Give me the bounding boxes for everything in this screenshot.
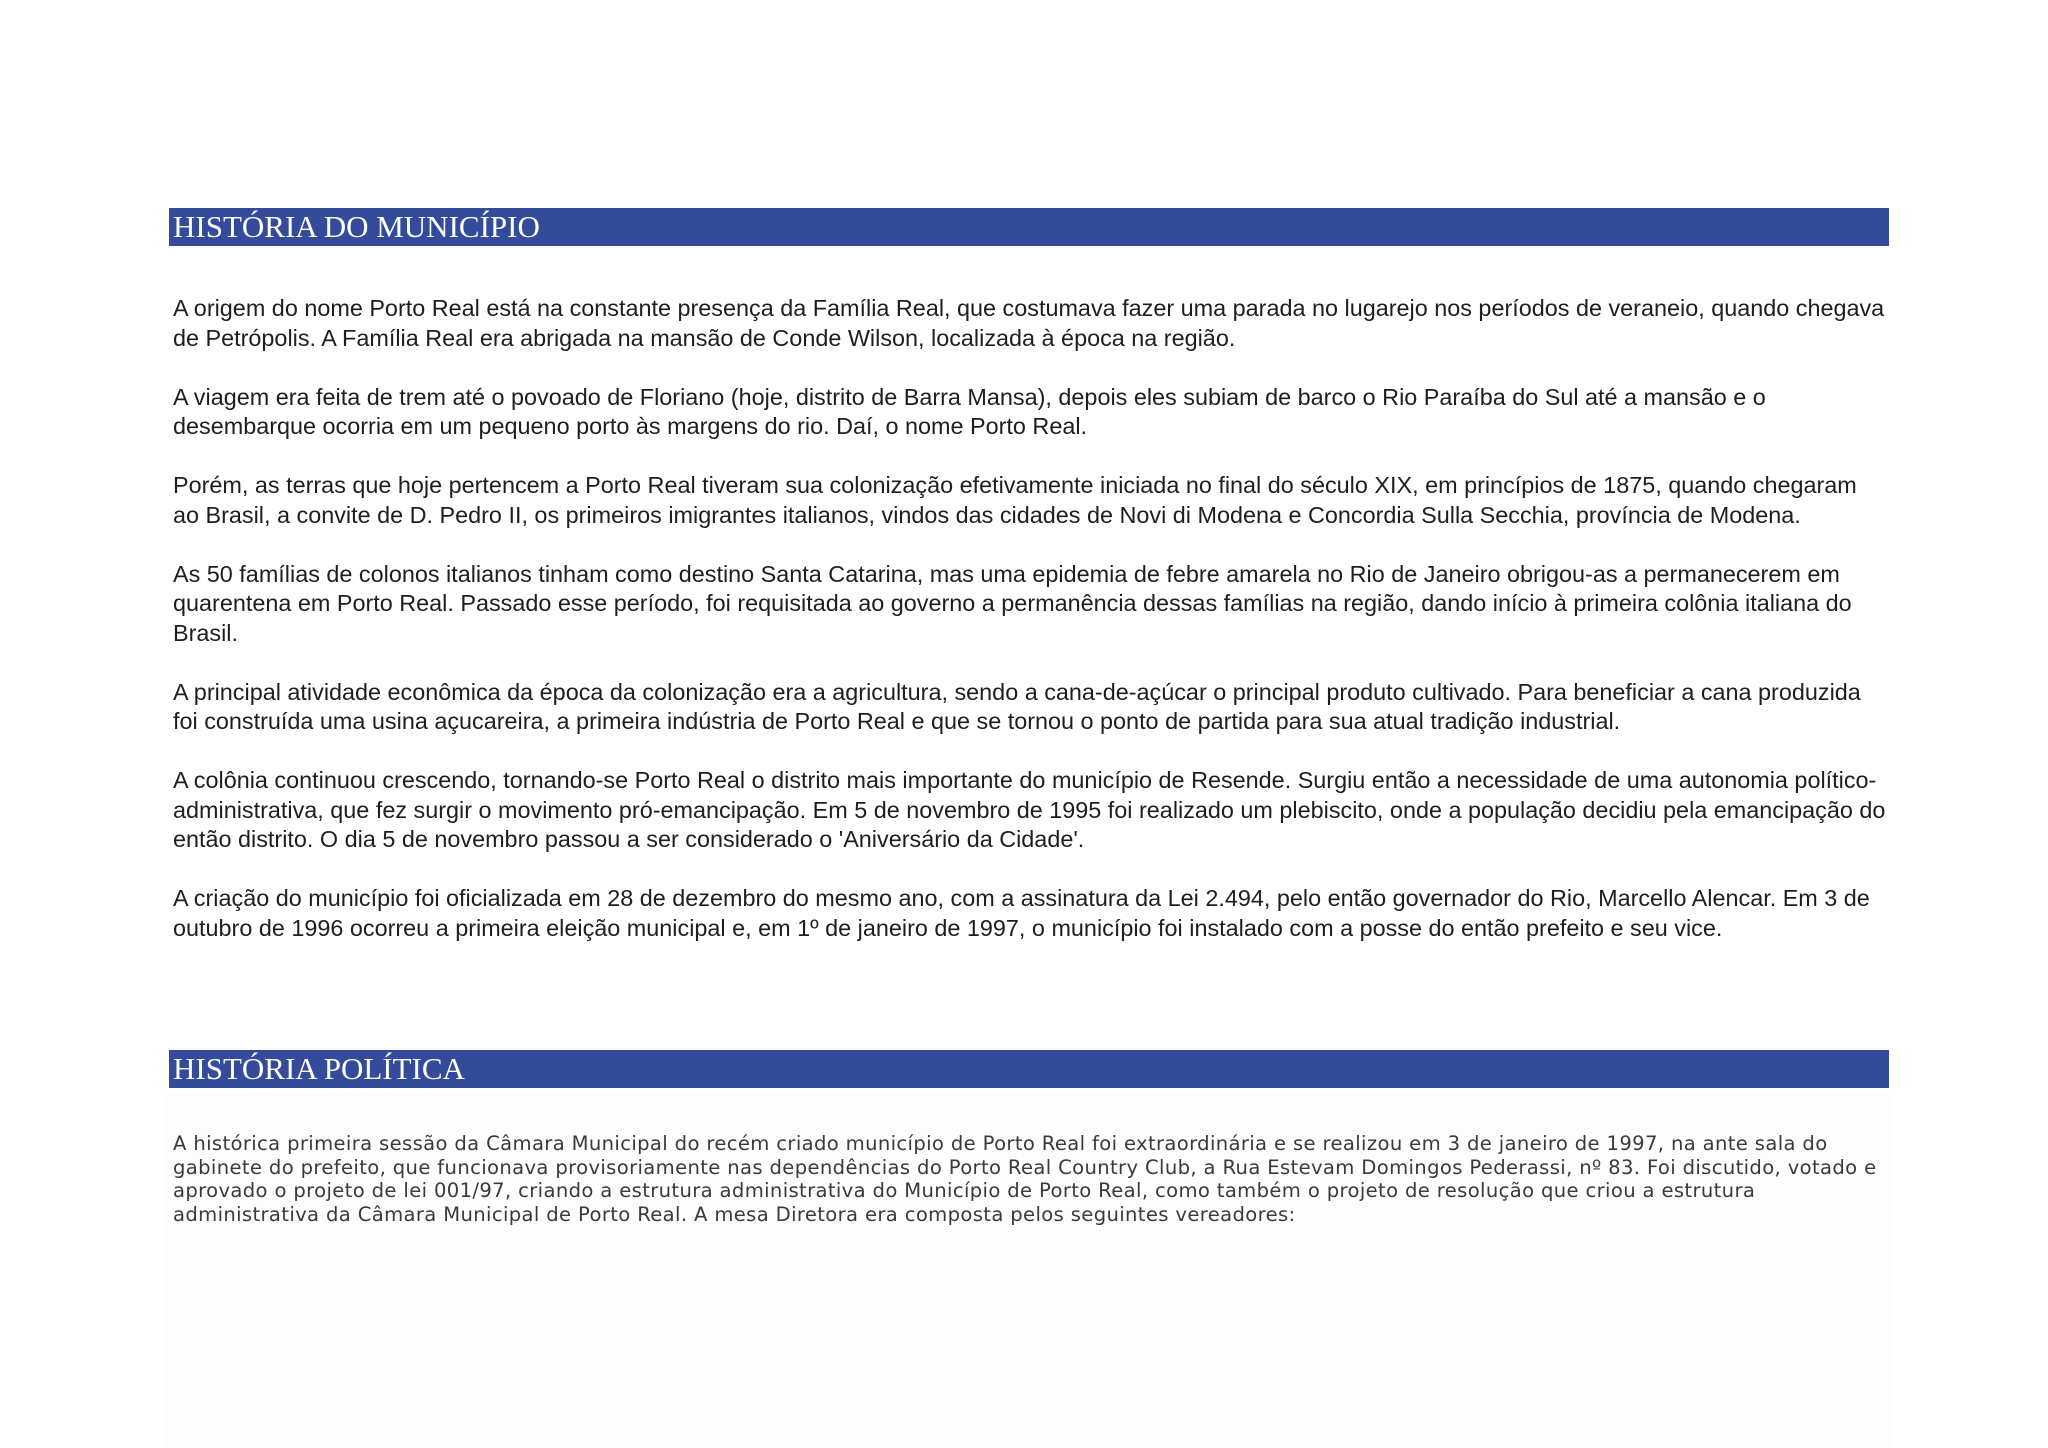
paragraph: A histórica primeira sessão da Câmara Municipal do recém criado município de Porto Real foi extraordinária e se realizou em 3 de janeiro de 1997, na ante sala do gabinete do prefeito, que funcionava provisoriamente nas dependências do Porto Real Country Club, a Rua Estevam Domingos Pederassi, nº 83. Foi discutido, votado e aprovado o projeto de lei 001/97, criando a estrutura administrativa do Município de Porto Real, como também o projeto de resolução que criou a estrutura administrativa da Câmara Municipal de Porto Real. A mesa Diretora era composta pelos seguintes vereadores: — [173, 1132, 1877, 1226]
historia-politica-body — [173, 1132, 1889, 1226]
paragraph: Porém, as terras que hoje pertencem a Porto Real tiveram sua colonização efetivamente iniciada no final do século XIX, em princípios de 1875, quando chegaram ao Brasil, a convite de D. Pedro II, os primeiros imigrantes italianos, vindos das cidades de Novi di Modena e Concordia Sulla Secchia, província de Modena. — [173, 472, 1857, 528]
paragraph: A origem do nome Porto Real está na constante presença da Família Real, que costumava fazer uma parada no lugarejo nos períodos de veraneio, quando chegava de Petrópolis. A Família Real era abrigada na mansão de Conde Wilson, localizada à época na região. — [173, 295, 1885, 351]
section-header-historia-politica: HISTÓRIA POLÍTICA — [169, 1050, 1889, 1088]
paragraph: A viagem era feita de trem até o povoado de Floriano (hoje, distrito de Barra Mansa), depois eles subiam de barco o Rio Paraíba do Sul até a mansão e o desembarque ocorria em um pequeno porto às margens do rio. Daí, o nome Porto Real. — [173, 383, 1766, 439]
paragraph: A colônia continuou crescendo, tornando-se Porto Real o distrito mais importante do município de Resende. Surgiu então a necessidade de uma autonomia político-administrativa, que fez surgir o movimento pró-emancipação. Em 5 de novembro de 1995 foi realizado um plebiscito, onde a população decidiu pela emancipação do então distrito. O dia 5 de novembro passou a ser considerado o 'Aniversário da Cidade'. — [173, 767, 1886, 852]
paragraph: As 50 famílias de colonos italianos tinham como destino Santa Catarina, mas uma epidemia de febre amarela no Rio de Janeiro obrigou-as a permanecerem em quarentena em Porto Real. Passado esse período, foi requisitada ao governo a permanência dessas famílias na região, dando início à primeira colônia italiana do Brasil. — [173, 560, 1852, 646]
paragraph: A criação do município foi oficializada em 28 de dezembro do mesmo ano, com a assinatura da Lei 2.494, pelo então governador do Rio, Marcello Alencar. Em 3 de outubro de 1996 ocorreu a primeira eleição municipal e, em 1º de janeiro de 1997, o município foi instalado com a posse do então prefeito e seu vice. — [173, 885, 1870, 941]
section-header-historia-do-municipio: HISTÓRIA DO MUNICÍPIO — [169, 208, 1889, 246]
historia-municipio-body — [173, 294, 1889, 943]
paragraph: A principal atividade econômica da época da colonização era a agricultura, sendo a cana-de-açúcar o principal produto cultivado. Para beneficiar a cana produzida foi construída uma usina açucareira, a primeira indústria de Porto Real e que se tornou o ponto de partida para sua atual tradição industrial. — [173, 678, 1861, 734]
